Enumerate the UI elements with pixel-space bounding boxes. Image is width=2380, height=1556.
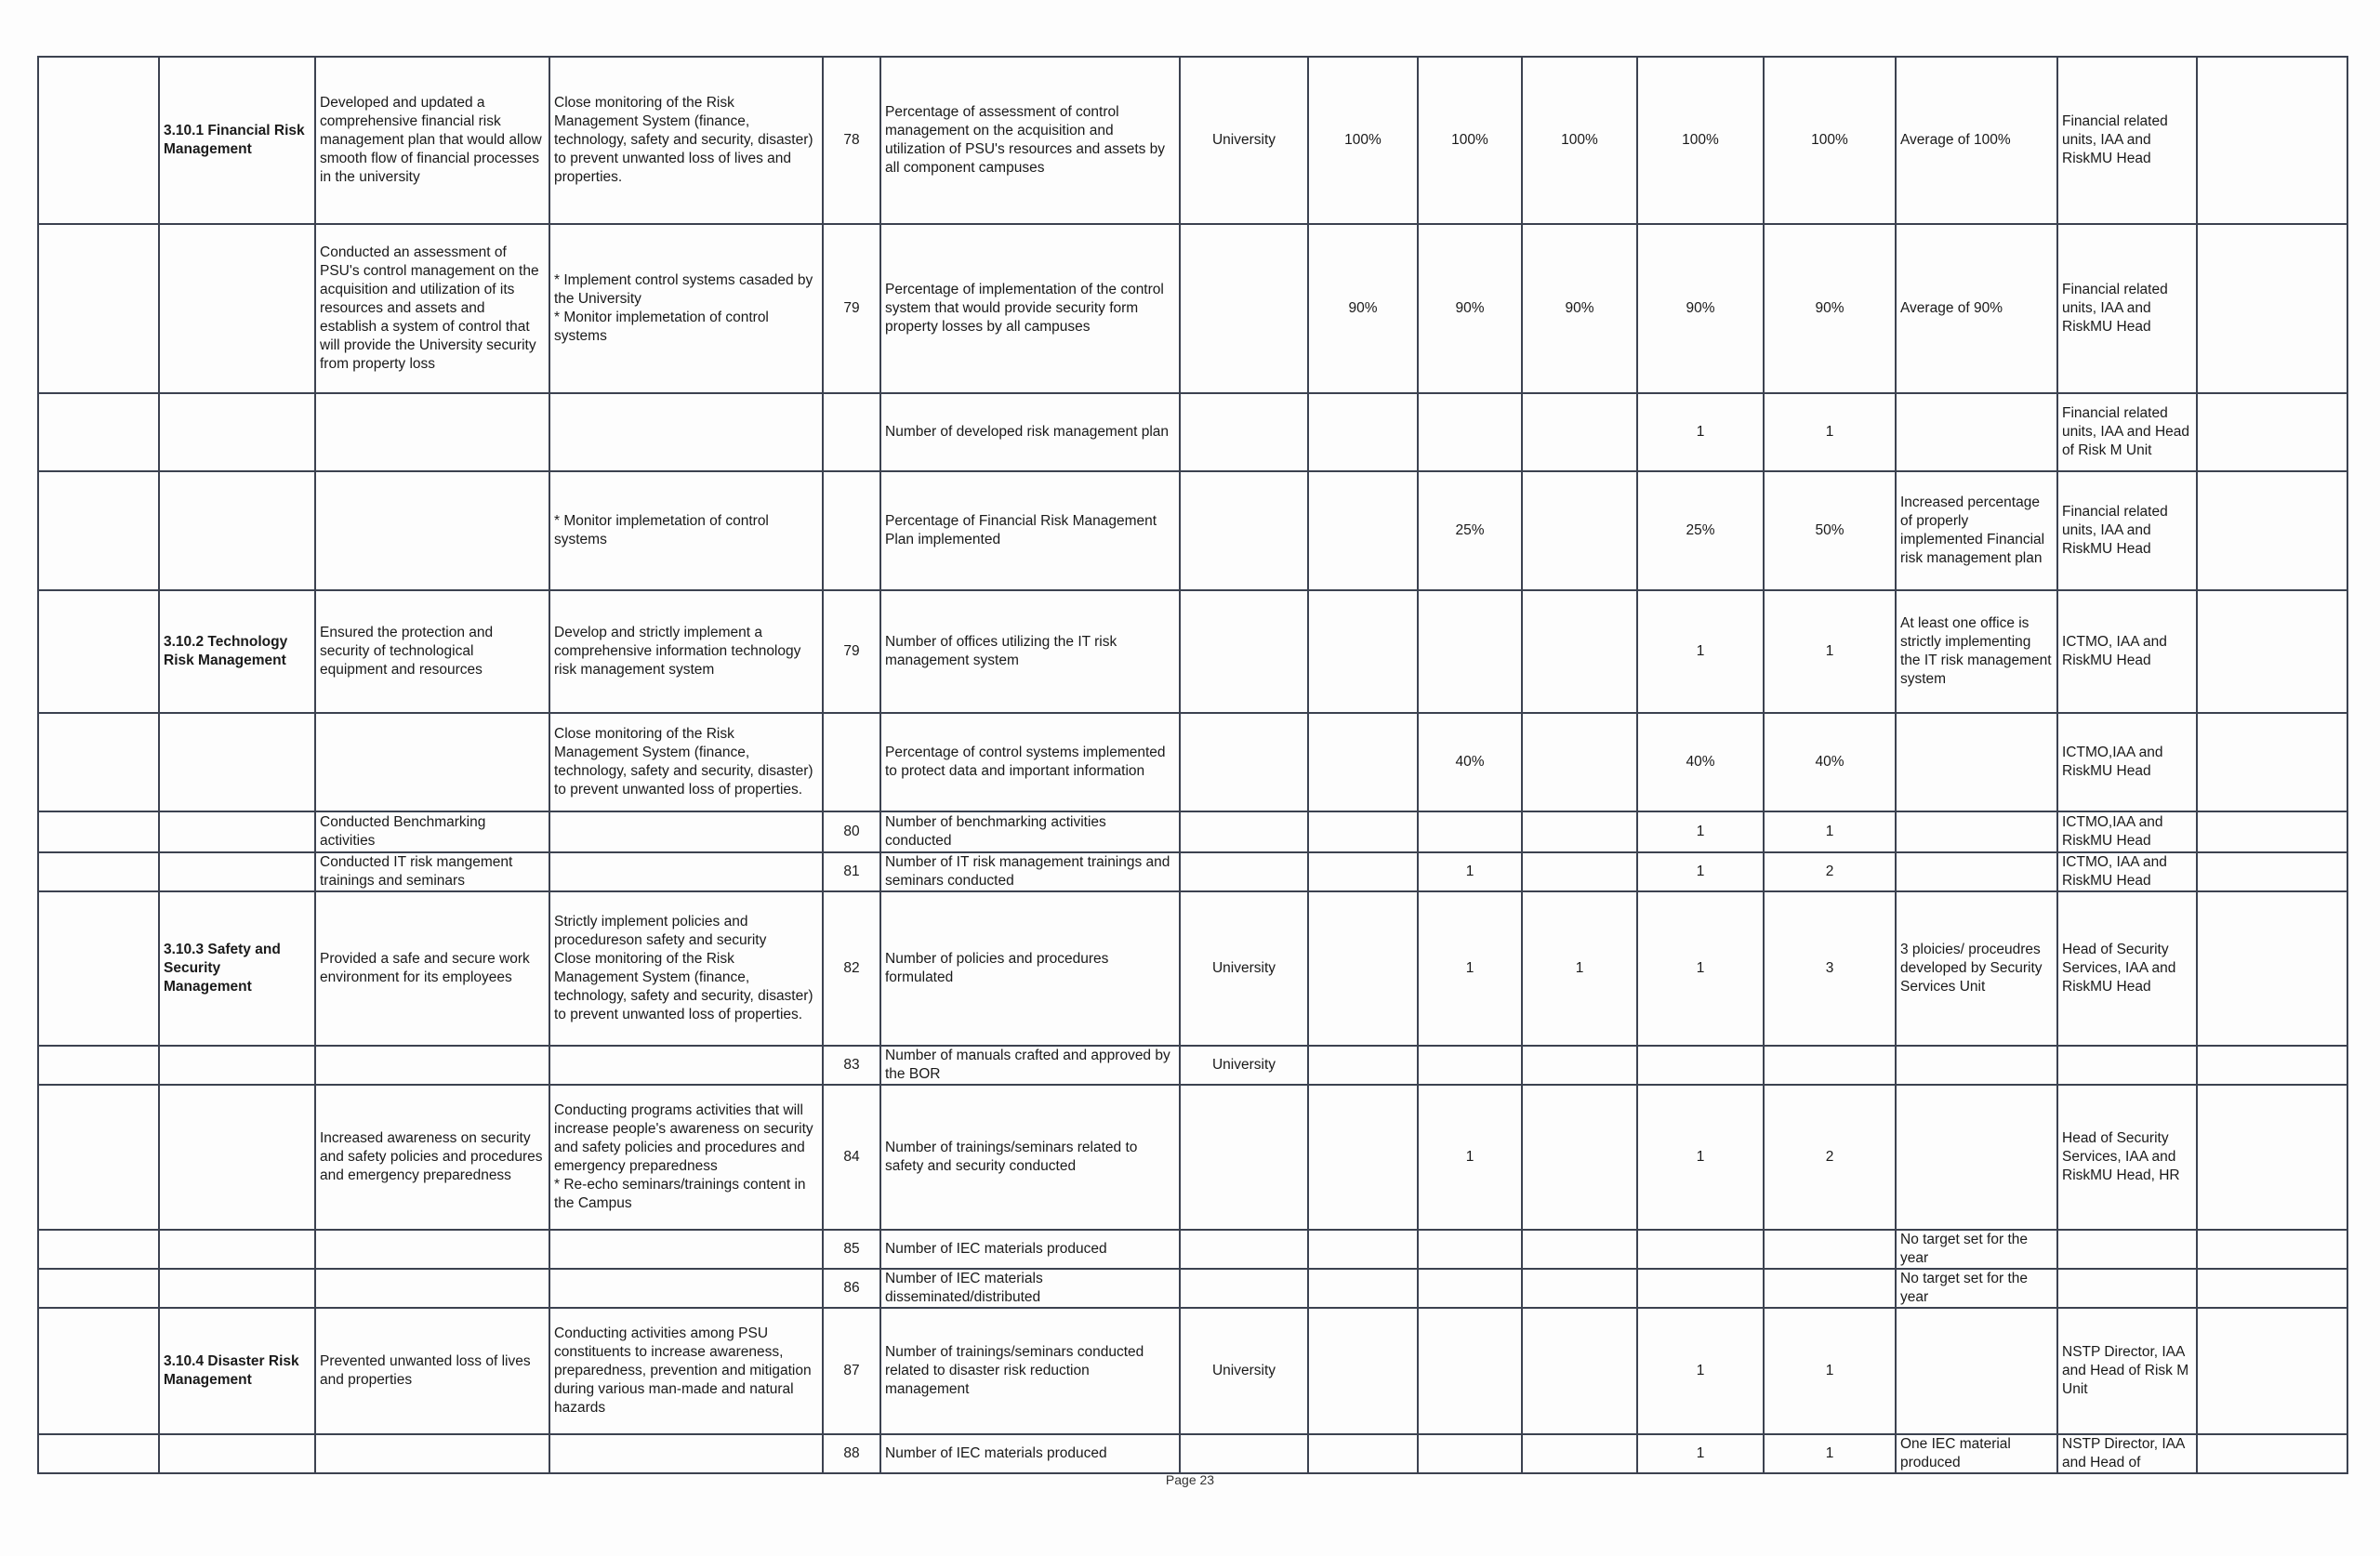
cell-col-blank <box>38 891 159 1046</box>
cell-col-number: 80 <box>823 811 880 852</box>
cell-col-remarks: One IEC material produced <box>1896 1434 2057 1473</box>
cell-col-strategy <box>549 852 823 891</box>
cell-col-number: 79 <box>823 590 880 713</box>
cell-col-target-4: 100% <box>1637 57 1764 224</box>
cell-col-area <box>159 471 315 590</box>
cell-col-office: University <box>1180 1308 1308 1434</box>
cell-col-responsible: Head of Security Services, IAA and RiskMU Head <box>2057 891 2197 1046</box>
cell-col-number: 81 <box>823 852 880 891</box>
cell-col-strategy: Develop and strictly implement a comprehensive information technology risk management system <box>549 590 823 713</box>
cell-col-indicator: Number of IT risk management trainings and seminars conducted <box>880 852 1180 891</box>
table-row <box>38 224 2347 393</box>
cell-col-target-4 <box>1637 1230 1764 1269</box>
cell-col-target-2 <box>1418 1230 1522 1269</box>
cell-col-blank <box>38 811 159 852</box>
table-row <box>38 57 2347 224</box>
cell-col-outcome <box>315 1230 549 1269</box>
cell-col-outcome <box>315 471 549 590</box>
cell-col-area <box>159 852 315 891</box>
cell-col-extra <box>2197 1230 2347 1269</box>
cell-col-strategy <box>549 811 823 852</box>
cell-col-extra <box>2197 1434 2347 1473</box>
cell-col-target-4: 1 <box>1637 1434 1764 1473</box>
cell-col-responsible: NSTP Director, IAA and Head of Risk M Unit <box>2057 1308 2197 1434</box>
cell-col-strategy <box>549 1230 823 1269</box>
cell-col-target-5: 1 <box>1764 1434 1896 1473</box>
cell-col-extra <box>2197 1269 2347 1308</box>
cell-col-target-1 <box>1308 1269 1418 1308</box>
cell-col-extra <box>2197 393 2347 471</box>
cell-col-indicator: Percentage of assessment of control management on the acquisition and utilization of PSU's resources and assets by all component campuses <box>880 57 1180 224</box>
cell-col-number: 86 <box>823 1269 880 1308</box>
cell-col-target-3 <box>1522 1269 1637 1308</box>
cell-col-number: 87 <box>823 1308 880 1434</box>
cell-col-number: 78 <box>823 57 880 224</box>
cell-col-outcome <box>315 1434 549 1473</box>
table-row <box>38 1308 2347 1434</box>
table-row <box>38 1269 2347 1308</box>
cell-col-target-1 <box>1308 811 1418 852</box>
cell-col-indicator: Number of benchmarking activities conducted <box>880 811 1180 852</box>
cell-col-target-3 <box>1522 1434 1637 1473</box>
cell-col-strategy: Conducting programs activities that will increase people's awareness on security and safety policies and procedures and emergency preparedness * Re-echo seminars/trainings content in the Campus <box>549 1085 823 1230</box>
cell-col-target-5: 1 <box>1764 811 1896 852</box>
operational-plan-table <box>37 56 2348 1474</box>
cell-col-outcome <box>315 1269 549 1308</box>
cell-col-strategy: * Monitor implemetation of control systems <box>549 471 823 590</box>
cell-col-office: University <box>1180 891 1308 1046</box>
cell-col-blank <box>38 590 159 713</box>
cell-col-remarks: Average of 100% <box>1896 57 2057 224</box>
cell-col-extra <box>2197 1085 2347 1230</box>
cell-col-blank <box>38 1230 159 1269</box>
cell-col-extra <box>2197 852 2347 891</box>
cell-col-outcome: Provided a safe and secure work environment for its employees <box>315 891 549 1046</box>
table-row <box>38 1434 2347 1473</box>
cell-col-target-2: 1 <box>1418 1085 1522 1230</box>
cell-col-target-1 <box>1308 852 1418 891</box>
cell-col-target-4: 1 <box>1637 1085 1764 1230</box>
cell-col-responsible <box>2057 1046 2197 1085</box>
cell-col-target-3 <box>1522 1046 1637 1085</box>
cell-col-office <box>1180 811 1308 852</box>
cell-col-remarks: Increased percentage of properly implemented Financial risk management plan <box>1896 471 2057 590</box>
cell-col-indicator: Number of trainings/seminars conducted related to disaster risk reduction management <box>880 1308 1180 1434</box>
cell-col-target-1 <box>1308 1434 1418 1473</box>
cell-col-outcome: Conducted Benchmarking activities <box>315 811 549 852</box>
cell-col-indicator: Number of IEC materials produced <box>880 1230 1180 1269</box>
cell-col-target-1 <box>1308 1085 1418 1230</box>
cell-col-blank <box>38 1308 159 1434</box>
cell-col-extra <box>2197 1046 2347 1085</box>
cell-col-blank <box>38 1046 159 1085</box>
cell-col-target-3 <box>1522 471 1637 590</box>
cell-col-responsible: ICTMO,IAA and RiskMU Head <box>2057 713 2197 811</box>
cell-col-number: 84 <box>823 1085 880 1230</box>
cell-col-extra <box>2197 713 2347 811</box>
cell-col-office <box>1180 224 1308 393</box>
cell-col-target-5: 2 <box>1764 1085 1896 1230</box>
cell-col-target-4 <box>1637 1269 1764 1308</box>
cell-col-target-1 <box>1308 1230 1418 1269</box>
cell-col-area <box>159 713 315 811</box>
cell-col-target-2 <box>1418 393 1522 471</box>
cell-col-outcome <box>315 1046 549 1085</box>
cell-col-remarks: No target set for the year <box>1896 1230 2057 1269</box>
cell-col-office <box>1180 590 1308 713</box>
cell-col-target-3: 1 <box>1522 891 1637 1046</box>
table-row <box>38 393 2347 471</box>
cell-col-indicator: Number of policies and procedures formulated <box>880 891 1180 1046</box>
cell-col-blank <box>38 57 159 224</box>
cell-col-target-3 <box>1522 1085 1637 1230</box>
cell-col-remarks: Average of 90% <box>1896 224 2057 393</box>
cell-col-remarks: 3 ploicies/ proceudres developed by Security Services Unit <box>1896 891 2057 1046</box>
cell-col-responsible: ICTMO, IAA and RiskMU Head <box>2057 852 2197 891</box>
cell-col-outcome <box>315 393 549 471</box>
cell-col-target-1 <box>1308 891 1418 1046</box>
cell-col-area: 3.10.3 Safety and Security Management <box>159 891 315 1046</box>
cell-col-target-1 <box>1308 393 1418 471</box>
cell-col-office: University <box>1180 1046 1308 1085</box>
cell-col-remarks: No target set for the year <box>1896 1269 2057 1308</box>
cell-col-target-2: 40% <box>1418 713 1522 811</box>
table-row <box>38 891 2347 1046</box>
cell-col-target-2 <box>1418 1434 1522 1473</box>
cell-col-blank <box>38 471 159 590</box>
cell-col-target-1 <box>1308 1046 1418 1085</box>
cell-col-target-2: 1 <box>1418 852 1522 891</box>
cell-col-target-5: 50% <box>1764 471 1896 590</box>
cell-col-blank <box>38 1434 159 1473</box>
cell-col-responsible <box>2057 1230 2197 1269</box>
cell-col-extra <box>2197 1308 2347 1434</box>
cell-col-blank <box>38 393 159 471</box>
cell-col-target-1 <box>1308 471 1418 590</box>
cell-col-outcome: Ensured the protection and security of technological equipment and resources <box>315 590 549 713</box>
cell-col-target-1 <box>1308 1308 1418 1434</box>
cell-col-responsible: NSTP Director, IAA and Head of <box>2057 1434 2197 1473</box>
cell-col-extra <box>2197 891 2347 1046</box>
cell-col-target-5: 100% <box>1764 57 1896 224</box>
cell-col-target-3 <box>1522 852 1637 891</box>
cell-col-office: University <box>1180 57 1308 224</box>
cell-col-area <box>159 1046 315 1085</box>
cell-col-target-3: 90% <box>1522 224 1637 393</box>
cell-col-target-2 <box>1418 1308 1522 1434</box>
cell-col-blank <box>38 224 159 393</box>
cell-col-outcome: Developed and updated a comprehensive financial risk management plan that would allow smooth flow of financial processes in the university <box>315 57 549 224</box>
cell-col-target-5: 1 <box>1764 590 1896 713</box>
cell-col-office <box>1180 713 1308 811</box>
cell-col-target-2 <box>1418 811 1522 852</box>
cell-col-target-3 <box>1522 1230 1637 1269</box>
cell-col-target-4: 1 <box>1637 811 1764 852</box>
cell-col-responsible: Head of Security Services, IAA and RiskMU Head, HR <box>2057 1085 2197 1230</box>
cell-col-responsible: Financial related units, IAA and Head of Risk M Unit <box>2057 393 2197 471</box>
cell-col-area <box>159 1230 315 1269</box>
cell-col-target-4 <box>1637 1046 1764 1085</box>
cell-col-number: 83 <box>823 1046 880 1085</box>
cell-col-blank <box>38 1085 159 1230</box>
cell-col-indicator: Number of developed risk management plan <box>880 393 1180 471</box>
cell-col-target-3 <box>1522 713 1637 811</box>
cell-col-target-2 <box>1418 590 1522 713</box>
cell-col-target-5: 2 <box>1764 852 1896 891</box>
cell-col-target-4: 1 <box>1637 1308 1764 1434</box>
cell-col-target-3 <box>1522 393 1637 471</box>
cell-col-strategy <box>549 1046 823 1085</box>
cell-col-remarks <box>1896 713 2057 811</box>
cell-col-remarks <box>1896 852 2057 891</box>
cell-col-target-4: 90% <box>1637 224 1764 393</box>
table-row <box>38 1230 2347 1269</box>
cell-col-responsible: Financial related units, IAA and RiskMU Head <box>2057 57 2197 224</box>
cell-col-indicator: Number of manuals crafted and approved by the BOR <box>880 1046 1180 1085</box>
cell-col-target-5: 40% <box>1764 713 1896 811</box>
cell-col-indicator: Percentage of implementation of the control system that would provide security form property losses by all campuses <box>880 224 1180 393</box>
cell-col-target-1 <box>1308 713 1418 811</box>
cell-col-target-2 <box>1418 1269 1522 1308</box>
cell-col-outcome: Prevented unwanted loss of lives and properties <box>315 1308 549 1434</box>
cell-col-target-3 <box>1522 590 1637 713</box>
cell-col-target-4: 1 <box>1637 590 1764 713</box>
cell-col-target-2 <box>1418 1046 1522 1085</box>
page-number: Page 23 <box>1165 1472 1215 1487</box>
table-row <box>38 811 2347 852</box>
table-body <box>38 57 2347 1473</box>
cell-col-extra <box>2197 224 2347 393</box>
cell-col-area <box>159 1269 315 1308</box>
cell-col-office <box>1180 1269 1308 1308</box>
cell-col-target-5 <box>1764 1046 1896 1085</box>
cell-col-target-5: 1 <box>1764 1308 1896 1434</box>
cell-col-target-3: 100% <box>1522 57 1637 224</box>
cell-col-strategy <box>549 1434 823 1473</box>
cell-col-office <box>1180 471 1308 590</box>
cell-col-target-2: 25% <box>1418 471 1522 590</box>
cell-col-extra <box>2197 590 2347 713</box>
cell-col-target-4: 25% <box>1637 471 1764 590</box>
cell-col-strategy: Strictly implement policies and procedureson safety and security Close monitoring of the Risk Management System (finance, technology, safety and security, disaster) to prevent unwanted loss of properties. <box>549 891 823 1046</box>
table-row <box>38 713 2347 811</box>
table-row <box>38 590 2347 713</box>
cell-col-number <box>823 393 880 471</box>
cell-col-number: 79 <box>823 224 880 393</box>
cell-col-indicator: Number of trainings/seminars related to safety and security conducted <box>880 1085 1180 1230</box>
table-row <box>38 471 2347 590</box>
cell-col-area <box>159 1085 315 1230</box>
cell-col-target-5 <box>1764 1269 1896 1308</box>
cell-col-area: 3.10.1 Financial Risk Management <box>159 57 315 224</box>
cell-col-target-4: 1 <box>1637 393 1764 471</box>
cell-col-office <box>1180 1230 1308 1269</box>
cell-col-blank <box>38 713 159 811</box>
cell-col-indicator: Number of IEC materials produced <box>880 1434 1180 1473</box>
cell-col-remarks <box>1896 1046 2057 1085</box>
cell-col-office <box>1180 1434 1308 1473</box>
cell-col-outcome: Increased awareness on security and safety policies and procedures and emergency preparedness <box>315 1085 549 1230</box>
cell-col-extra <box>2197 57 2347 224</box>
cell-col-strategy <box>549 1269 823 1308</box>
table-row <box>38 1046 2347 1085</box>
cell-col-area <box>159 224 315 393</box>
cell-col-strategy <box>549 393 823 471</box>
cell-col-number: 85 <box>823 1230 880 1269</box>
cell-col-outcome: Conducted IT risk mangement trainings and seminars <box>315 852 549 891</box>
cell-col-blank <box>38 852 159 891</box>
cell-col-target-3 <box>1522 811 1637 852</box>
cell-col-indicator: Number of offices utilizing the IT risk management system <box>880 590 1180 713</box>
cell-col-target-5: 90% <box>1764 224 1896 393</box>
cell-col-area: 3.10.4 Disaster Risk Management <box>159 1308 315 1434</box>
cell-col-strategy: * Implement control systems casaded by the University * Monitor implemetation of control systems <box>549 224 823 393</box>
cell-col-indicator: Number of IEC materials disseminated/distributed <box>880 1269 1180 1308</box>
cell-col-blank <box>38 1269 159 1308</box>
cell-col-strategy: Close monitoring of the Risk Management System (finance, technology, safety and security, disaster) to prevent unwanted loss of properties. <box>549 713 823 811</box>
cell-col-indicator: Percentage of control systems implemented to protect data and important information <box>880 713 1180 811</box>
cell-col-responsible: Financial related units, IAA and RiskMU Head <box>2057 471 2197 590</box>
cell-col-remarks: At least one office is strictly implementing the IT risk management system <box>1896 590 2057 713</box>
cell-col-number: 82 <box>823 891 880 1046</box>
cell-col-responsible: ICTMO, IAA and RiskMU Head <box>2057 590 2197 713</box>
table-row <box>38 852 2347 891</box>
cell-col-indicator: Percentage of Financial Risk Management Plan implemented <box>880 471 1180 590</box>
cell-col-remarks <box>1896 811 2057 852</box>
cell-col-target-5: 3 <box>1764 891 1896 1046</box>
cell-col-target-1: 90% <box>1308 224 1418 393</box>
cell-col-strategy: Close monitoring of the Risk Management System (finance, technology, safety and security, disaster) to prevent unwanted loss of lives and properties. <box>549 57 823 224</box>
cell-col-remarks <box>1896 393 2057 471</box>
cell-col-area: 3.10.2 Technology Risk Management <box>159 590 315 713</box>
cell-col-office <box>1180 393 1308 471</box>
cell-col-outcome <box>315 713 549 811</box>
cell-col-target-4: 1 <box>1637 852 1764 891</box>
cell-col-responsible: Financial related units, IAA and RiskMU Head <box>2057 224 2197 393</box>
cell-col-office <box>1180 852 1308 891</box>
cell-col-remarks <box>1896 1085 2057 1230</box>
cell-col-target-2: 100% <box>1418 57 1522 224</box>
cell-col-extra <box>2197 471 2347 590</box>
cell-col-target-1 <box>1308 590 1418 713</box>
cell-col-number <box>823 713 880 811</box>
cell-col-target-4: 1 <box>1637 891 1764 1046</box>
cell-col-number: 88 <box>823 1434 880 1473</box>
cell-col-office <box>1180 1085 1308 1230</box>
cell-col-area <box>159 811 315 852</box>
cell-col-responsible <box>2057 1269 2197 1308</box>
cell-col-area <box>159 393 315 471</box>
cell-col-responsible: ICTMO,IAA and RiskMU Head <box>2057 811 2197 852</box>
cell-col-target-2: 90% <box>1418 224 1522 393</box>
cell-col-remarks <box>1896 1308 2057 1434</box>
cell-col-target-2: 1 <box>1418 891 1522 1046</box>
cell-col-target-5: 1 <box>1764 393 1896 471</box>
cell-col-target-5 <box>1764 1230 1896 1269</box>
cell-col-extra <box>2197 811 2347 852</box>
cell-col-target-4: 40% <box>1637 713 1764 811</box>
cell-col-strategy: Conducting activities among PSU constituents to increase awareness, preparedness, prevention and mitigation during various man-made and natural hazards <box>549 1308 823 1434</box>
cell-col-target-1: 100% <box>1308 57 1418 224</box>
cell-col-target-3 <box>1522 1308 1637 1434</box>
cell-col-outcome: Conducted an assessment of PSU's control management on the acquisition and utilization of its resources and assets and establish a system of control that will provide the University security from property loss <box>315 224 549 393</box>
table-row <box>38 1085 2347 1230</box>
cell-col-area <box>159 1434 315 1473</box>
cell-col-number <box>823 471 880 590</box>
